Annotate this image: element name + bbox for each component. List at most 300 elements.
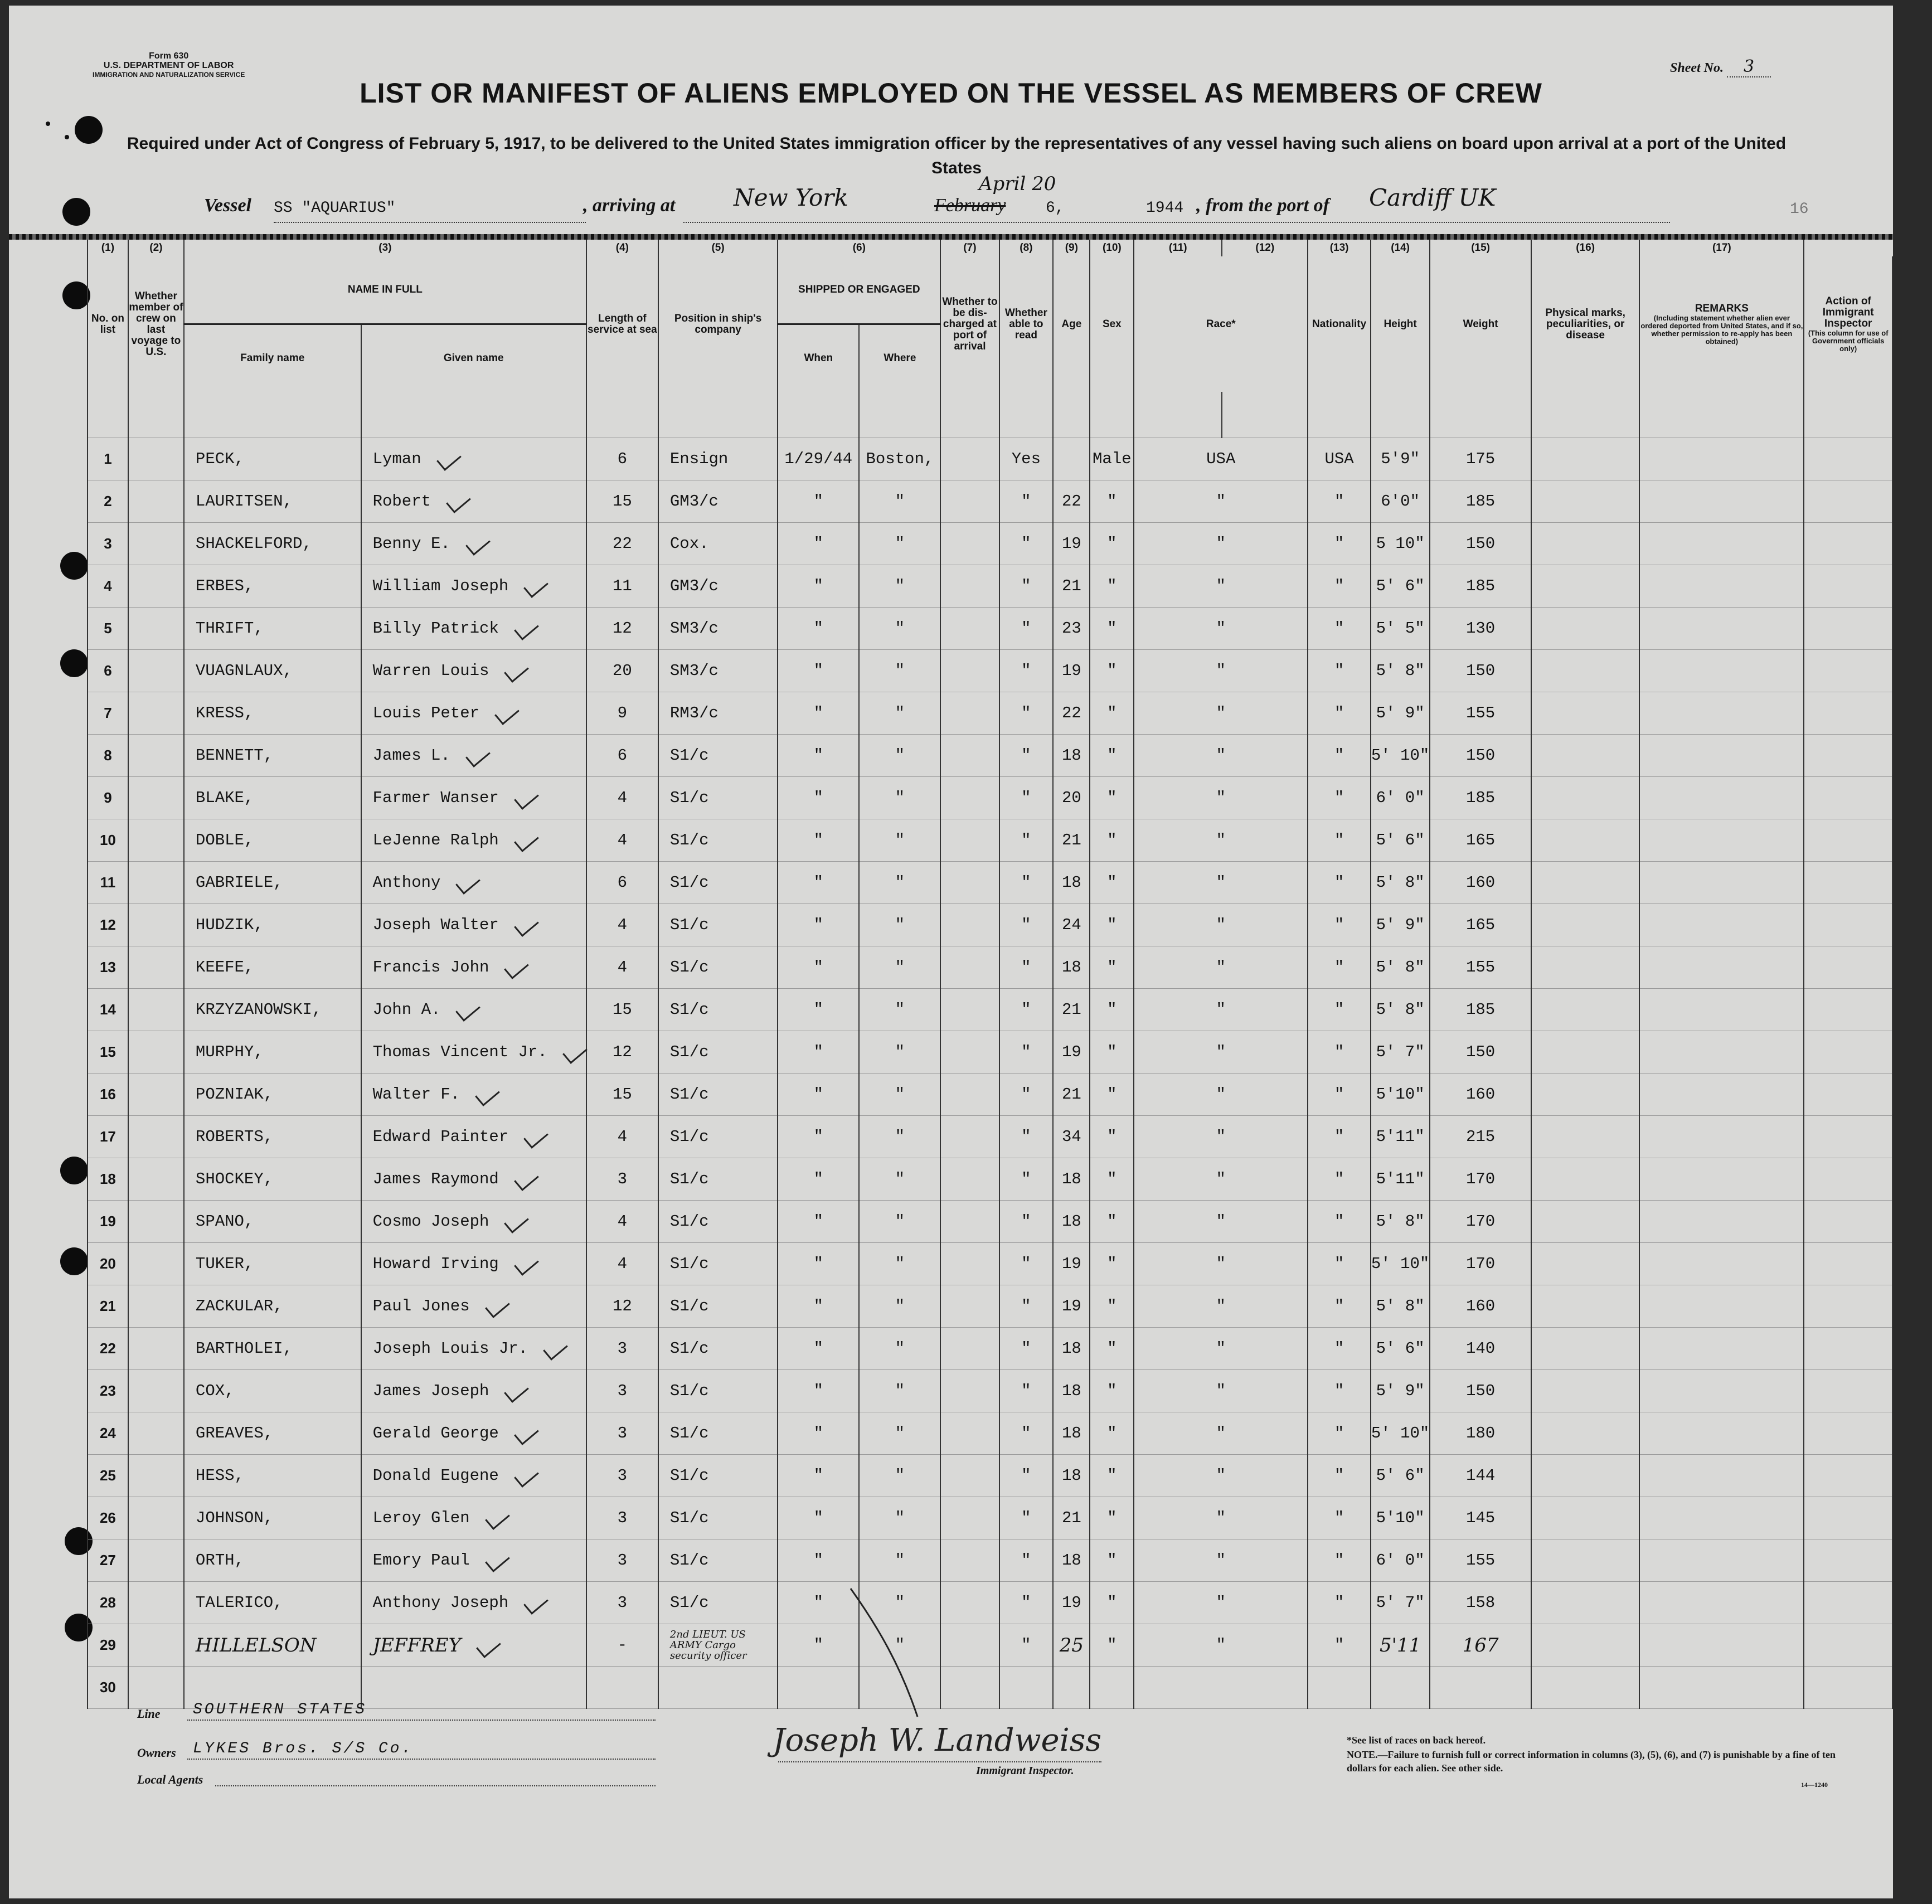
- crew-manifest-table: [87, 240, 1893, 1709]
- able-to-read-cell: ": [999, 1497, 1054, 1539]
- row-number-cell: 6: [88, 650, 128, 692]
- physical-marks-cell: [1531, 1624, 1639, 1667]
- remarks-cell: [1639, 904, 1804, 946]
- crew-last-voyage-cell: [128, 989, 184, 1031]
- nationality-cell: ": [1308, 1074, 1371, 1116]
- length-of-service-cell: 4: [586, 946, 658, 989]
- height-cell: 5' 10": [1371, 1412, 1430, 1455]
- length-of-service-cell: 20: [586, 650, 658, 692]
- able-to-read-cell: ": [999, 608, 1054, 650]
- family-name-cell: PECK,: [184, 438, 361, 480]
- weight-cell: 165: [1430, 904, 1531, 946]
- height-cell: 5' 8": [1371, 1201, 1430, 1243]
- given-name-cell: Anthony: [361, 862, 586, 904]
- punch-hole: [60, 1157, 88, 1184]
- remarks-cell: [1639, 438, 1804, 480]
- shipped-when-cell: ": [778, 777, 859, 819]
- able-to-read-cell: ": [999, 1412, 1054, 1455]
- colnum-8: (8): [999, 240, 1054, 256]
- sex-cell: ": [1090, 1243, 1134, 1285]
- age-cell: 19: [1053, 1285, 1090, 1328]
- row-number-cell: 2: [88, 480, 128, 523]
- position-cell: 2nd LIEUT. US ARMY Cargo security officer: [658, 1624, 778, 1667]
- check-mark-icon: [514, 616, 539, 640]
- crew-last-voyage-cell: [128, 777, 184, 819]
- family-name-cell: HILLELSON: [184, 1624, 361, 1667]
- form-number: Form 630: [149, 51, 189, 61]
- races-note: *See list of races on back hereof.: [1347, 1735, 1486, 1746]
- shipped-where-cell: ": [859, 650, 940, 692]
- crew-last-voyage-cell: [128, 565, 184, 608]
- check-mark-icon: [436, 447, 462, 471]
- remarks-cell: [1639, 1539, 1804, 1582]
- nationality-cell: ": [1308, 862, 1371, 904]
- inspector-action-cell: [1804, 692, 1892, 735]
- nationality-cell: ": [1308, 608, 1371, 650]
- position-cell: S1/c: [658, 904, 778, 946]
- header-sex: Sex: [1090, 256, 1134, 392]
- sex-cell: ": [1090, 692, 1134, 735]
- department-name: U.S. DEPARTMENT OF LABOR: [103, 61, 234, 70]
- colnum-7: (7): [940, 240, 999, 256]
- inspector-action-cell: [1804, 735, 1892, 777]
- shipped-where-cell: ": [859, 692, 940, 735]
- age-cell: [1053, 1667, 1090, 1709]
- vessel-label: Vessel: [204, 195, 251, 216]
- shipped-when-cell: ": [778, 1328, 859, 1370]
- colnum-6: (6): [778, 240, 940, 256]
- shipped-when-cell: ": [778, 1624, 859, 1667]
- physical-marks-cell: [1531, 1582, 1639, 1624]
- sex-cell: ": [1090, 1582, 1134, 1624]
- given-name-cell: Howard Irving: [361, 1243, 586, 1285]
- discharged-cell: [940, 438, 999, 480]
- shipped-when-cell: ": [778, 1158, 859, 1201]
- age-cell: 34: [1053, 1116, 1090, 1158]
- discharged-cell: [940, 692, 999, 735]
- able-to-read-cell: ": [999, 1031, 1054, 1074]
- inspector-action-cell: [1804, 1328, 1892, 1370]
- family-name-cell: COX,: [184, 1370, 361, 1412]
- length-of-service-cell: 6: [586, 438, 658, 480]
- row-number-cell: 11: [88, 862, 128, 904]
- table-row: [88, 735, 1892, 777]
- shipped-where-cell: ": [859, 1031, 940, 1074]
- nationality-cell: ": [1308, 1370, 1371, 1412]
- height-cell: 5'11": [1371, 1116, 1430, 1158]
- age-cell: 22: [1053, 692, 1090, 735]
- discharged-cell: [940, 1158, 999, 1201]
- check-mark-icon: [514, 1167, 539, 1191]
- row-number-cell: 5: [88, 608, 128, 650]
- race-cell: ": [1134, 1328, 1308, 1370]
- able-to-read-cell: [999, 1667, 1054, 1709]
- sex-cell: ": [1090, 989, 1134, 1031]
- race-cell: ": [1134, 862, 1308, 904]
- manifest-sheet: [9, 6, 1893, 1898]
- row-number-cell: 26: [88, 1497, 128, 1539]
- given-name-cell: Cosmo Joseph: [361, 1201, 586, 1243]
- height-cell: 5' 8": [1371, 946, 1430, 989]
- table-row: [88, 1243, 1892, 1285]
- discharged-cell: [940, 1370, 999, 1412]
- position-cell: GM3/c: [658, 565, 778, 608]
- shipped-when-cell: ": [778, 946, 859, 989]
- weight-cell: 160: [1430, 1074, 1531, 1116]
- colnum-16: (16): [1531, 240, 1639, 256]
- able-to-read-cell: ": [999, 946, 1054, 989]
- sex-cell: ": [1090, 650, 1134, 692]
- given-name-cell: Robert: [361, 480, 586, 523]
- header-action-title: Action of Immigrant Inspector: [1822, 295, 1874, 329]
- weight-cell: 150: [1430, 650, 1531, 692]
- race-cell: ": [1134, 1158, 1308, 1201]
- arriving-label: , arriving at: [583, 195, 676, 216]
- nationality-cell: ": [1308, 692, 1371, 735]
- age-cell: 18: [1053, 1201, 1090, 1243]
- race-cell: ": [1134, 608, 1308, 650]
- remarks-cell: [1639, 1412, 1804, 1455]
- discharged-cell: [940, 480, 999, 523]
- owners-label: Owners: [137, 1746, 176, 1760]
- height-cell: 5' 5": [1371, 608, 1430, 650]
- shipped-when-cell: ": [778, 565, 859, 608]
- header-no-on-list: No. on list: [88, 256, 128, 392]
- check-mark-icon: [465, 532, 491, 556]
- column-header-row: [88, 256, 1892, 324]
- check-mark-icon: [476, 1634, 501, 1658]
- date-struck: February: [934, 195, 1006, 216]
- crew-last-voyage-cell: [128, 1243, 184, 1285]
- given-name-cell: Walter F.: [361, 1074, 586, 1116]
- length-of-service-cell: 15: [586, 989, 658, 1031]
- given-name-cell: Farmer Wanser: [361, 777, 586, 819]
- age-cell: 19: [1053, 1031, 1090, 1074]
- signature-underline: [778, 1761, 1101, 1762]
- sex-cell: ": [1090, 1370, 1134, 1412]
- crew-last-voyage-cell: [128, 735, 184, 777]
- sex-cell: ": [1090, 1497, 1134, 1539]
- row-number-cell: 23: [88, 1370, 128, 1412]
- length-of-service-cell: 11: [586, 565, 658, 608]
- colnum-12: (12): [1222, 240, 1308, 256]
- nationality-cell: ": [1308, 1328, 1371, 1370]
- table-row: [88, 692, 1892, 735]
- row-number-cell: 9: [88, 777, 128, 819]
- header-read: Whether able to read: [999, 256, 1054, 392]
- arrival-port: New York: [734, 184, 848, 211]
- crew-last-voyage-cell: [128, 862, 184, 904]
- given-name-cell: Donald Eugene: [361, 1455, 586, 1497]
- colnum-1: (1): [88, 240, 128, 256]
- table-row: [88, 480, 1892, 523]
- weight-cell: 158: [1430, 1582, 1531, 1624]
- inspector-action-cell: [1804, 1412, 1892, 1455]
- check-mark-icon: [504, 1379, 530, 1403]
- shipped-where-cell: ": [859, 608, 940, 650]
- crew-last-voyage-cell: [128, 692, 184, 735]
- shipped-when-cell: ": [778, 1074, 859, 1116]
- weight-cell: 185: [1430, 777, 1531, 819]
- height-cell: 5' 6": [1371, 565, 1430, 608]
- remarks-cell: [1639, 1116, 1804, 1158]
- physical-marks-cell: [1531, 777, 1639, 819]
- inspector-action-cell: [1804, 1201, 1892, 1243]
- colnum-4: (4): [586, 240, 658, 256]
- physical-marks-cell: [1531, 1243, 1639, 1285]
- nationality-cell: ": [1308, 819, 1371, 862]
- age-cell: 18: [1053, 1328, 1090, 1370]
- age-cell: 20: [1053, 777, 1090, 819]
- length-of-service-cell: 9: [586, 692, 658, 735]
- shipped-when-cell: ": [778, 1412, 859, 1455]
- colnum-13: (13): [1308, 240, 1371, 256]
- race-cell: ": [1134, 777, 1308, 819]
- table-row: [88, 438, 1892, 480]
- discharged-cell: [940, 1201, 999, 1243]
- from-port-label: , from the port of: [1196, 195, 1329, 216]
- race-cell: ": [1134, 1243, 1308, 1285]
- agents-label: Local Agents: [137, 1772, 203, 1786]
- row-number-cell: 24: [88, 1412, 128, 1455]
- row-number-cell: 14: [88, 989, 128, 1031]
- family-name-cell: GABRIELE,: [184, 862, 361, 904]
- shipped-where-cell: ": [859, 1497, 940, 1539]
- sheet-number-value: 3: [1727, 57, 1771, 77]
- race-cell: ": [1134, 523, 1308, 565]
- able-to-read-cell: ": [999, 862, 1054, 904]
- header-age: Age: [1053, 256, 1090, 392]
- shipped-where-cell: ": [859, 1243, 940, 1285]
- position-cell: S1/c: [658, 1455, 778, 1497]
- line-value: SOUTHERN STATES: [193, 1701, 367, 1718]
- family-name-cell: SHOCKEY,: [184, 1158, 361, 1201]
- position-cell: SM3/c: [658, 650, 778, 692]
- position-cell: RM3/c: [658, 692, 778, 735]
- weight-cell: 170: [1430, 1201, 1531, 1243]
- height-cell: 5' 6": [1371, 1328, 1430, 1370]
- able-to-read-cell: ": [999, 692, 1054, 735]
- discharged-cell: [940, 523, 999, 565]
- shipped-when-cell: ": [778, 1539, 859, 1582]
- family-name-cell: BARTHOLEI,: [184, 1328, 361, 1370]
- shipped-where-cell: ": [859, 1539, 940, 1582]
- discharged-cell: [940, 1455, 999, 1497]
- height-cell: 5' 9": [1371, 904, 1430, 946]
- print-code: 14—1240: [1801, 1781, 1828, 1789]
- given-name-cell: John A.: [361, 989, 586, 1031]
- able-to-read-cell: ": [999, 1158, 1054, 1201]
- shipped-when-cell: ": [778, 904, 859, 946]
- table-row: [88, 1158, 1892, 1201]
- family-name-cell: VUAGNLAUX,: [184, 650, 361, 692]
- crew-last-voyage-cell: [128, 1074, 184, 1116]
- weight-cell: 167: [1430, 1624, 1531, 1667]
- age-cell: 18: [1053, 735, 1090, 777]
- check-mark-icon: [475, 1082, 500, 1106]
- position-cell: S1/c: [658, 1285, 778, 1328]
- punch-hole: [60, 649, 88, 677]
- nationality-cell: ": [1308, 480, 1371, 523]
- length-of-service-cell: 3: [586, 1539, 658, 1582]
- height-cell: 5' 8": [1371, 862, 1430, 904]
- height-cell: 5' 6": [1371, 1455, 1430, 1497]
- document-title: LIST OR MANIFEST OF ALIENS EMPLOYED ON THE VESSEL AS MEMBERS OF CREW: [360, 77, 1542, 109]
- crew-last-voyage-cell: [128, 1116, 184, 1158]
- check-mark-icon: [485, 1294, 510, 1318]
- length-of-service-cell: 12: [586, 1285, 658, 1328]
- given-name-cell: Leroy Glen: [361, 1497, 586, 1539]
- physical-marks-cell: [1531, 904, 1639, 946]
- position-cell: S1/c: [658, 1243, 778, 1285]
- physical-marks-cell: [1531, 946, 1639, 989]
- shipped-when-cell: ": [778, 1455, 859, 1497]
- owners-value: LYKES Bros. S/S Co.: [193, 1740, 414, 1757]
- inspector-action-cell: [1804, 1074, 1892, 1116]
- given-name-cell: Billy Patrick: [361, 608, 586, 650]
- header-name-in-full: NAME IN FULL: [184, 256, 586, 324]
- family-name-cell: ROBERTS,: [184, 1116, 361, 1158]
- row-number-cell: 30: [88, 1667, 128, 1709]
- age-cell: 21: [1053, 1074, 1090, 1116]
- length-of-service-cell: 12: [586, 608, 658, 650]
- shipped-where-cell: ": [859, 1201, 940, 1243]
- crew-last-voyage-cell: [128, 1328, 184, 1370]
- height-cell: 5'10": [1371, 1497, 1430, 1539]
- shipped-where-cell: ": [859, 1412, 940, 1455]
- weight-cell: 150: [1430, 735, 1531, 777]
- penalty-note: NOTE.—Failure to furnish full or correct information in columns (3), (5), (6), and (7) is punishable by a fine of ten dollars for each alien. See other side.: [1347, 1749, 1836, 1774]
- shipped-when-cell: 1/29/44: [778, 438, 859, 480]
- given-name-cell: James L.: [361, 735, 586, 777]
- sex-cell: Male: [1090, 438, 1134, 480]
- position-cell: S1/c: [658, 1412, 778, 1455]
- shipped-where-cell: ": [859, 1624, 940, 1667]
- table-row: [88, 1497, 1892, 1539]
- able-to-read-cell: ": [999, 1370, 1054, 1412]
- given-name-cell: Edward Painter: [361, 1116, 586, 1158]
- check-mark-icon: [485, 1506, 510, 1530]
- position-cell: S1/c: [658, 1539, 778, 1582]
- weight-cell: 155: [1430, 946, 1531, 989]
- sheet-number: [1670, 57, 1771, 76]
- position-cell: S1/c: [658, 777, 778, 819]
- header-member-crew: Whether member of crew on last voyage to U.S.: [128, 256, 184, 392]
- shipped-when-cell: ": [778, 608, 859, 650]
- check-mark-icon: [514, 1252, 539, 1276]
- crew-last-voyage-cell: [128, 819, 184, 862]
- physical-marks-cell: [1531, 1285, 1639, 1328]
- crew-last-voyage-cell: [128, 480, 184, 523]
- discharged-cell: [940, 1497, 999, 1539]
- inspector-action-cell: [1804, 608, 1892, 650]
- shipped-where-cell: ": [859, 523, 940, 565]
- discharged-cell: [940, 904, 999, 946]
- remarks-cell: [1639, 565, 1804, 608]
- length-of-service-cell: 4: [586, 819, 658, 862]
- nationality-cell: ": [1308, 735, 1371, 777]
- check-mark-icon: [523, 574, 548, 598]
- inspector-action-cell: [1804, 1370, 1892, 1412]
- sex-cell: ": [1090, 946, 1134, 989]
- punch-hole: [60, 1247, 88, 1275]
- height-cell: 5'11: [1371, 1624, 1430, 1667]
- shipped-when-cell: ": [778, 989, 859, 1031]
- crew-last-voyage-cell: [128, 1031, 184, 1074]
- weight-cell: 185: [1430, 480, 1531, 523]
- owners-underline: [187, 1759, 656, 1760]
- colnum-9: (9): [1053, 240, 1090, 256]
- table-row: [88, 1285, 1892, 1328]
- column-number-row: [88, 240, 1892, 256]
- shipped-when-cell: ": [778, 819, 859, 862]
- nationality-cell: ": [1308, 1582, 1371, 1624]
- given-name-cell: Lyman: [361, 438, 586, 480]
- height-cell: 5' 7": [1371, 1582, 1430, 1624]
- check-mark-icon: [456, 998, 481, 1022]
- discharged-cell: [940, 735, 999, 777]
- nationality-cell: ": [1308, 1158, 1371, 1201]
- height-cell: 5' 10": [1371, 735, 1430, 777]
- family-name-cell: TALERICO,: [184, 1582, 361, 1624]
- height-cell: 5' 8": [1371, 989, 1430, 1031]
- header-remarks-note: (Including statement whether alien ever ordered deported from United States, and if so, whether permission to re-apply has been obtained): [1640, 313, 1803, 346]
- height-cell: 5'10": [1371, 1074, 1430, 1116]
- physical-marks-cell: [1531, 1328, 1639, 1370]
- sex-cell: ": [1090, 1158, 1134, 1201]
- header-remarks-title: REMARKS: [1695, 302, 1749, 314]
- physical-marks-cell: [1531, 862, 1639, 904]
- remarks-cell: [1639, 1328, 1804, 1370]
- check-mark-icon: [514, 1464, 539, 1488]
- remarks-cell: [1639, 989, 1804, 1031]
- inspector-action-cell: [1804, 946, 1892, 989]
- race-cell: ": [1134, 1455, 1308, 1497]
- age-cell: 21: [1053, 565, 1090, 608]
- length-of-service-cell: 4: [586, 1116, 658, 1158]
- inspector-label: Immigrant Inspector.: [976, 1765, 1074, 1777]
- crew-last-voyage-cell: [128, 1582, 184, 1624]
- age-cell: 19: [1053, 1243, 1090, 1285]
- check-mark-icon: [514, 1421, 539, 1445]
- family-name-cell: DOBLE,: [184, 819, 361, 862]
- given-name-cell: LeJenne Ralph: [361, 819, 586, 862]
- length-of-service-cell: 4: [586, 904, 658, 946]
- table-row: [88, 1031, 1892, 1074]
- discharged-cell: [940, 1243, 999, 1285]
- page-mark: 16: [1790, 201, 1809, 218]
- table-row: [88, 777, 1892, 819]
- shipped-when-cell: ": [778, 862, 859, 904]
- remarks-cell: [1639, 608, 1804, 650]
- shipped-where-cell: ": [859, 565, 940, 608]
- position-cell: S1/c: [658, 1031, 778, 1074]
- discharged-cell: [940, 819, 999, 862]
- race-cell: ": [1134, 1285, 1308, 1328]
- able-to-read-cell: Yes: [999, 438, 1054, 480]
- sex-cell: ": [1090, 480, 1134, 523]
- able-to-read-cell: ": [999, 1624, 1054, 1667]
- given-name-cell: Louis Peter: [361, 692, 586, 735]
- inspector-action-cell: [1804, 819, 1892, 862]
- age-cell: 18: [1053, 1370, 1090, 1412]
- remarks-cell: [1639, 1455, 1804, 1497]
- row-number-cell: 4: [88, 565, 128, 608]
- shipped-where-cell: ": [859, 946, 940, 989]
- length-of-service-cell: 15: [586, 1074, 658, 1116]
- weight-cell: 170: [1430, 1158, 1531, 1201]
- able-to-read-cell: ": [999, 1285, 1054, 1328]
